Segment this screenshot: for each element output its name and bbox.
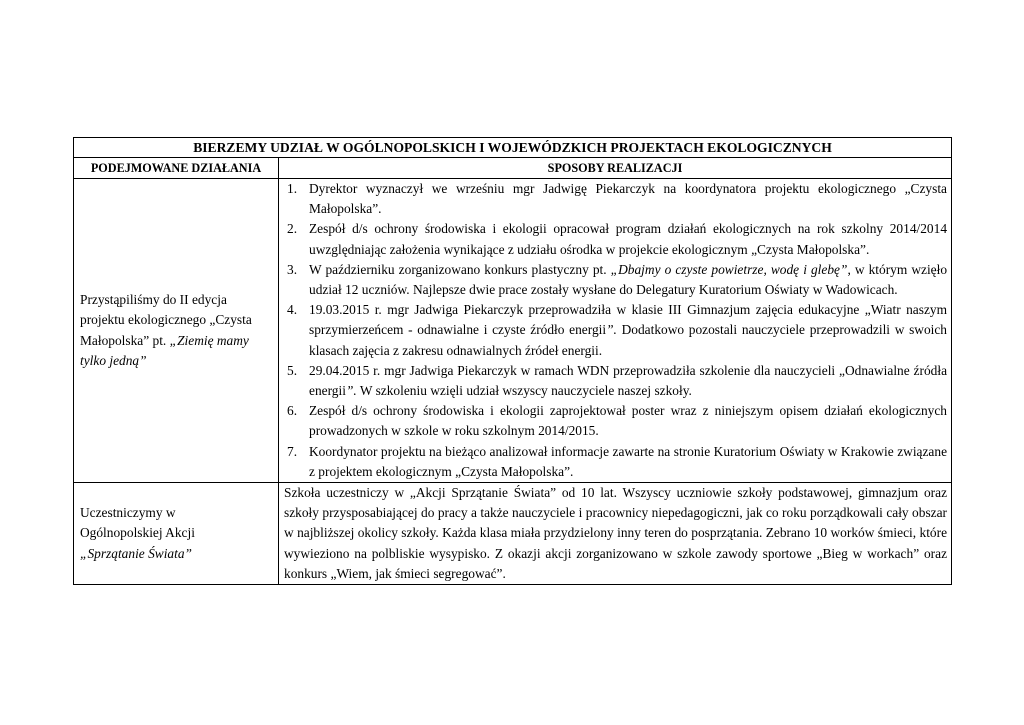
table-title: BIERZEMY UDZIAŁ W OGÓLNOPOLSKICH I WOJEWÓDZKICH PROJEKTACH EKOLOGICZNYCH — [74, 138, 952, 158]
item-number: 7. — [287, 443, 298, 459]
column-header-methods: SPOSOBY REALIZACJI — [279, 158, 952, 179]
action-text: Przystąpiliśmy do II edycja projektu ekologicznego „Czysta Małopolska” pt. — [80, 292, 252, 348]
action-title-italic: „Ziemię mamy tylko jedną” — [80, 332, 249, 368]
item-text: Zespół d/s ochrony środowiska i ekologii zaprojektował poster wraz z niniejszym opisem działań ekologicznych prowadzonych w szkole w roku szkolnym 2014/2015. — [309, 403, 948, 439]
list-item — [287, 401, 947, 441]
title-row — [74, 138, 952, 158]
list-item — [287, 179, 947, 219]
methods-cell-czysta-malopolska — [279, 179, 952, 483]
methods-cell-sprzatanie-swiata: Szkoła uczestniczy w „Akcji Sprzątanie Świata” od 10 lat. Wszyscy uczniowie szkoły podstawowej, gimnazjum oraz szkoły przysposabiającej do pracy a także nauczyciele i pracownicy niepedagogiczni, jak co roku porządkowali cały obszar w najbliższej okolicy szkoły. Każda klasa miała przydzielony inny teren do posprzątania. Zebrano 10 worków śmieci, które wywieziono na polbliskie wysypisko. Z okazji akcji zorganizowano w szkole zawody sportowe „Bieg w workach” oraz konkurs „Wiem, jak śmieci segregować”. — [279, 483, 952, 585]
action-title-italic: „Sprzątanie Świata” — [80, 545, 192, 561]
list-item — [287, 442, 947, 482]
table-row — [74, 179, 952, 483]
header-row — [74, 158, 952, 179]
methods-list — [287, 179, 947, 482]
item-text: Dyrektor wyznaczył we wrześniu mgr Jadwigę Piekarczyk na koordynatora projektu ekologicznego „Czysta Małopolska”. — [309, 181, 948, 217]
item-text-end: , w którym wzięło udział 12 uczniów. Najlepsze dwie prace zostały wysłane do Delegatury Kuratorium Oświaty w Wadowicach. — [309, 261, 948, 298]
action-cell-sprzatanie-swiata — [74, 483, 279, 585]
item-text: 19.03.2015 r. mgr Jadwiga Piekarczyk przeprowadziła w klasie III Gimnazjum zajęcia edukacyjne „Wiatr naszym sprzymierzeńcem - odnawialne i czyste źródło energii — [309, 302, 948, 338]
item-number: 6. — [287, 403, 298, 419]
item-number: 1. — [287, 181, 298, 196]
list-item — [287, 300, 947, 361]
list-item — [287, 219, 947, 259]
item-text-end: Dodatkowo pozostali nauczyciele przeprowadzili w swoich klasach zajęcia z zakresu odnawialnych źródeł energii. — [309, 322, 948, 358]
item-text-italic: „Dbajmy o czyste powietrze, wodę i glebę” — [610, 261, 848, 277]
list-item — [287, 361, 947, 401]
item-number: 2. — [287, 221, 298, 237]
action-line: Uczestniczymy w — [80, 505, 176, 521]
action-line: Ogólnopolskiej Akcji — [80, 525, 195, 541]
item-text: Koordynator projektu na bieżąco analizował informacje zawarte na stronie Kuratorium Oświaty w Krakowie związane z projektem ekologicznym „Czysta Małopolska”. — [309, 443, 948, 479]
item-text: W październiku zorganizowano konkurs plastyczny pt. — [309, 261, 611, 277]
table-row — [74, 483, 952, 585]
projects-table — [73, 137, 952, 585]
item-number: 3. — [287, 261, 298, 277]
action-cell-czysta-malopolska — [74, 179, 279, 483]
item-text-end: W szkoleniu wzięli udział wszyscy nauczyciele naszej szkoły. — [356, 383, 692, 399]
item-number: 5. — [287, 362, 298, 378]
item-text: Zespół d/s ochrony środowiska i ekologii opracował program działań ekologicznych na rok szkolny 2014/2014 uwzględniając założenia wynikające z udziału ośrodka w projekcie ekologicznym „Czysta Małopolska”. — [309, 221, 948, 257]
column-header-actions: PODEJMOWANE DZIAŁANIA — [74, 158, 279, 179]
item-text: 29.04.2015 r. mgr Jadwiga Piekarczyk w ramach WDN przeprowadziła szkolenie dla nauczycieli „Odnawialne źródła energii — [309, 362, 948, 399]
item-text-italic: ”. — [606, 322, 617, 338]
item-text-italic: ”. — [345, 383, 357, 399]
list-item — [287, 260, 947, 300]
item-number: 4. — [287, 302, 298, 318]
